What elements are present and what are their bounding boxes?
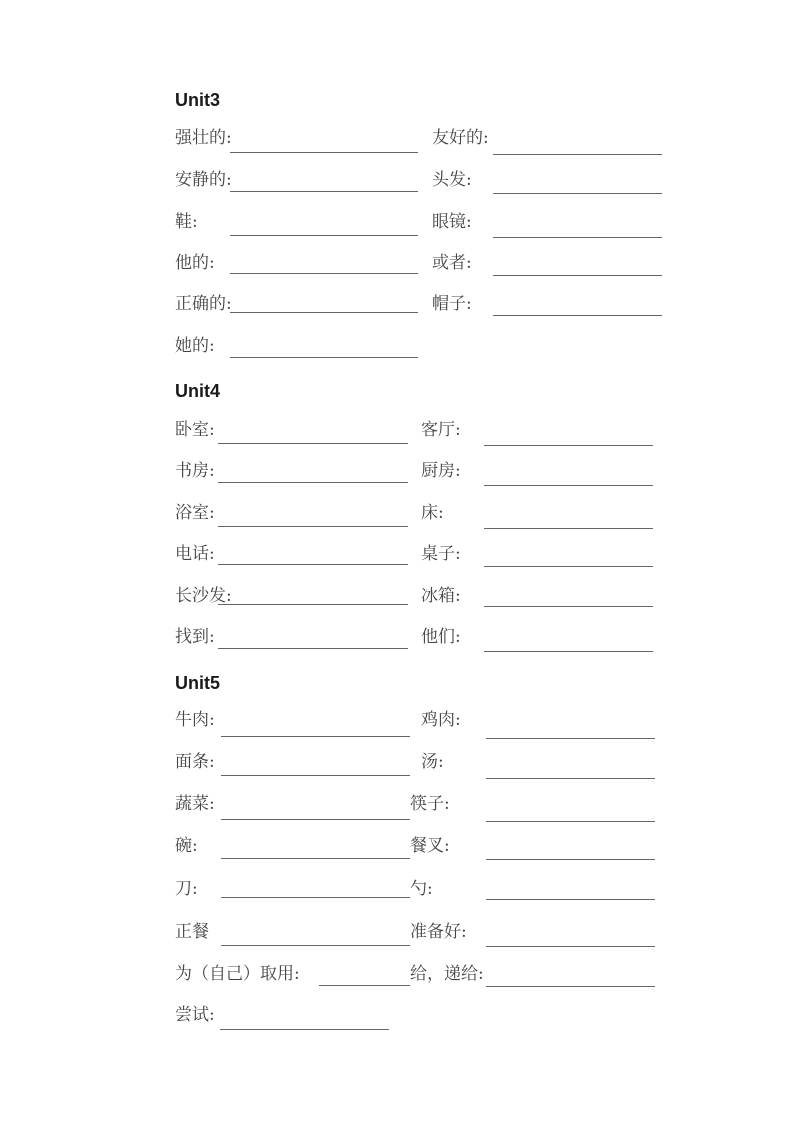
field-label: 她的: [175,336,215,356]
field-label: 牛肉: [175,710,215,730]
answer-blank[interactable] [218,648,408,649]
answer-blank[interactable] [218,526,408,527]
answer-blank[interactable] [230,273,418,274]
section-heading-unit5: Unit5 [175,673,220,693]
answer-blank[interactable] [484,606,653,607]
field-label: 汤: [421,752,444,772]
answer-blank[interactable] [319,985,410,986]
field-label: 或者: [432,253,472,273]
field-label: 尝试: [175,1005,215,1025]
field-label: 蔬菜: [175,794,215,814]
answer-blank[interactable] [218,604,408,605]
answer-blank[interactable] [486,821,655,822]
answer-blank[interactable] [221,819,410,820]
field-label: 头发: [432,170,472,190]
field-label: 卧室: [175,420,215,440]
field-label: 鸡肉: [421,710,461,730]
field-label: 正餐 [175,922,209,942]
field-label: 正确的: [175,294,232,314]
answer-blank[interactable] [484,445,653,446]
field-label: 面条: [175,752,215,772]
answer-blank[interactable] [230,152,418,153]
field-label: 电话: [175,544,215,564]
field-label: 床: [421,503,444,523]
answer-blank[interactable] [221,775,410,776]
field-label: 厨房: [421,461,461,481]
answer-blank[interactable] [493,154,662,155]
answer-blank[interactable] [484,651,653,652]
field-label: 找到: [175,627,215,647]
answer-blank[interactable] [221,736,410,737]
answer-blank[interactable] [493,237,662,238]
field-label: 鞋: [175,212,198,232]
answer-blank[interactable] [493,315,662,316]
field-label: 给，递给: [410,964,484,984]
field-label: 筷子: [410,794,450,814]
answer-blank[interactable] [484,528,653,529]
answer-blank[interactable] [218,443,408,444]
field-label: 碗: [175,836,198,856]
answer-blank[interactable] [493,275,662,276]
field-label: 客厅: [421,420,461,440]
answer-blank[interactable] [484,485,653,486]
field-label: 浴室: [175,503,215,523]
answer-blank[interactable] [484,566,653,567]
field-label: 安静的: [175,170,232,190]
answer-blank[interactable] [230,312,418,313]
answer-blank[interactable] [493,193,662,194]
field-label: 为（自己）取用: [175,964,300,984]
section-heading-unit3: Unit3 [175,90,220,110]
answer-blank[interactable] [218,482,408,483]
answer-blank[interactable] [230,191,418,192]
section-heading-unit4: Unit4 [175,381,220,401]
answer-blank[interactable] [486,899,655,900]
answer-blank[interactable] [221,945,410,946]
answer-blank[interactable] [486,778,655,779]
field-label: 勺: [410,879,433,899]
answer-blank[interactable] [486,946,655,947]
field-label: 刀: [175,879,198,899]
field-label: 强壮的: [175,128,232,148]
field-label: 他的: [175,253,215,273]
answer-blank[interactable] [230,357,418,358]
field-label: 友好的: [432,128,489,148]
answer-blank[interactable] [221,858,410,859]
answer-blank[interactable] [486,859,655,860]
field-label: 书房: [175,461,215,481]
answer-blank[interactable] [221,897,410,898]
answer-blank[interactable] [486,986,655,987]
field-label: 餐叉: [410,836,450,856]
answer-blank[interactable] [218,564,408,565]
answer-blank[interactable] [220,1029,389,1030]
field-label: 他们: [421,627,461,647]
field-label: 眼镜: [432,212,472,232]
field-label: 长沙发: [175,586,232,606]
field-label: 准备好: [410,922,467,942]
field-label: 桌子: [421,544,461,564]
field-label: 冰箱: [421,586,461,606]
answer-blank[interactable] [230,235,418,236]
field-label: 帽子: [432,294,472,314]
answer-blank[interactable] [486,738,655,739]
